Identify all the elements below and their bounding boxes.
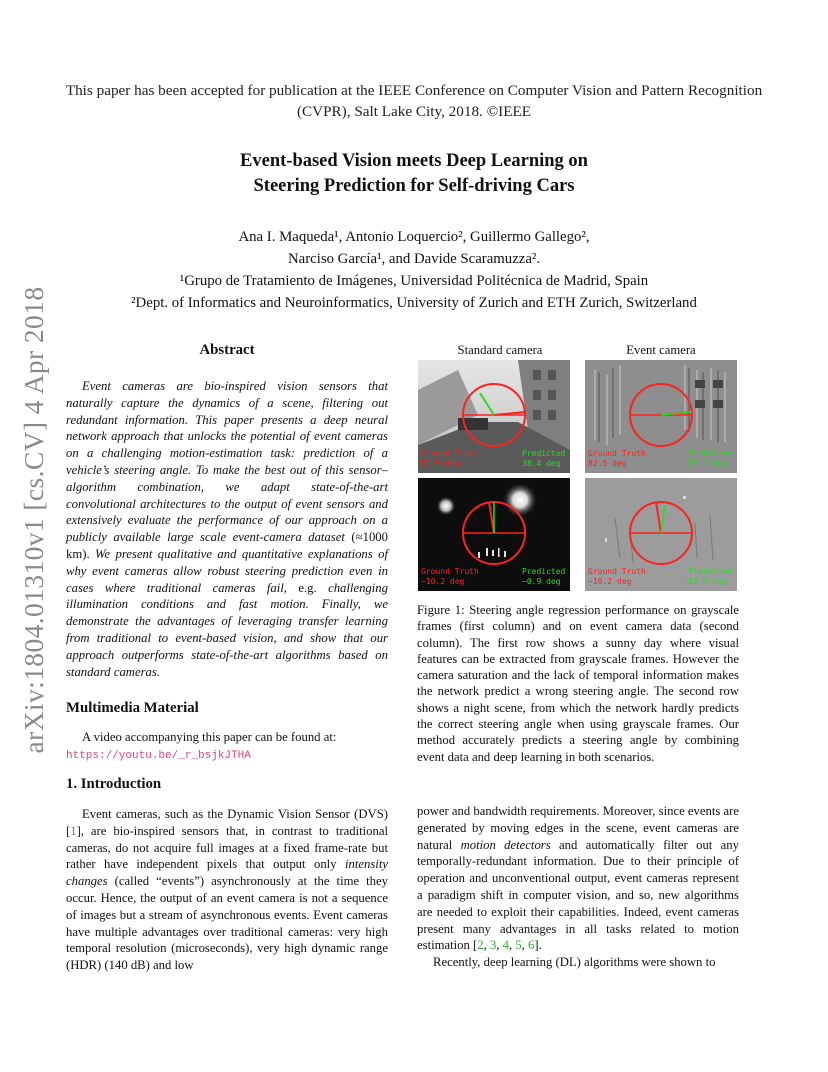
publication-notice: This paper has been accepted for publication at the IEEE Conference on Computer Vision and Pattern Recognition (CVPR), Salt Lake City, 2018. ©IEEE (65, 82, 763, 120)
figure-panel-event-night (585, 478, 737, 591)
figure-caption: Figure 1: Steering angle regression performance on grayscale frames (first column) and on event camera data (second column). The first row shows a sunny day where visual features can be extracted from grayscale frames. However the camera saturation and the lack of temporal information makes the network predict a wrong steering angle. The second row shows a night scene, from which the network hardly predicts the correct steering angle when using grayscale frames. Our method accurately predicts a steering angle by combining event data and deep learning in both scenarios. (417, 603, 739, 764)
title-line-1: Event-based Vision meets Deep Learning on (240, 151, 588, 171)
abstract-eg: e.g. (286, 580, 317, 595)
panel-3-pred-label: Predicted (522, 567, 566, 576)
panel-event-night-image (585, 478, 737, 591)
panel-standard-night-image (418, 478, 570, 591)
abstract-part-1: Event cameras are bio-inspired vision sensors that naturally capture the dynamics of a scene, filtering out redundant information. This paper presents a deep neural network approach that unlocks the potential of event cameras on a challenging motion-estimation task: prediction of a vehicle’s steering angle. To make the best out of this sensor–algorithm combination, we adapt state-of-the-art convolutional architectures to the output of event sensors and extensively evaluate the performance of our approach on a publicly available large scale event-camera dataset (66, 379, 388, 545)
panel-1-pred-value: 38.4 deg (522, 459, 561, 468)
panel-event-day-image (585, 360, 737, 473)
panel-4-gt-value: −10.2 deg (588, 577, 632, 586)
panel-1-pred-label: Predicted (522, 449, 566, 458)
figure-label-standard: Standard camera (457, 343, 543, 357)
panel-2-gt-value: 82.5 deg (588, 459, 627, 468)
multimedia-heading: Multimedia Material (66, 700, 199, 716)
figure-panel-event-day (585, 360, 737, 473)
intro-left-part-3: (called “events”) asynchronously at the time they occur. Hence, the output of an event camera is not a sequence of images but a stream of asynchronous events. Event cameras have multiple advantages over traditional cameras: very high temporal resolution (microseconds), very high dynamic range (HDR) (140 dB) and low (66, 874, 388, 973)
panel-1-gt-value: 82.5 deg (421, 459, 460, 468)
panel-standard-day-image (418, 360, 570, 473)
intro-right-part-3: ]. (534, 938, 542, 953)
title-line-2: Steering Prediction for Self-driving Cars (253, 176, 575, 196)
panel-4-gt-label: Ground Truth (588, 567, 646, 576)
panel-2-pred-value: 82.1 deg (689, 459, 728, 468)
introduction-heading: 1. Introduction (66, 776, 162, 792)
abstract-text (66, 378, 388, 680)
panel-3-pred-value: −0.9 deg (522, 577, 561, 586)
video-link[interactable]: https://youtu.be/_r_bsjkJTHA (66, 749, 251, 762)
panel-2-pred-label: Predicted (689, 449, 733, 458)
panel-4-pred-value: −12.0 deg (683, 577, 727, 586)
abstract-part-2: We present qualitative and quantitative explanations of why event cameras allow robust steering prediction even in cases where traditional cameras fail, (66, 546, 388, 595)
intro-right-emphasis: motion detectors (460, 837, 551, 852)
panel-3-gt-label: Ground Truth (421, 567, 479, 576)
citation-link-6[interactable]: 6 (528, 938, 535, 953)
intro-right-part-2: and automatically filter out any temporally-redundant information. Due to their principle of operation and unconventional output, event cameras represent a paradigm shift in computer vision, and so, new algorithms are needed to exploit their capabilities. Indeed, event cameras present many advantages in all tasks related to motion estimation [ (417, 837, 739, 953)
authors-line-1: Ana I. Maqueda¹, Antonio Loquercio², Guillermo Gallego², (238, 229, 590, 245)
multimedia-sentence: A video accompanying this paper can be found at: (82, 730, 337, 744)
figure-panel-standard-day (418, 360, 570, 473)
citation-link-3[interactable]: 3 (489, 938, 497, 953)
author-block (40, 226, 788, 314)
abstract-part-3: challenging illumination conditions and fast motion. Finally, we demonstrate the advantages of leveraging transfer learning from traditional to event-based vision, and show that our approach outperforms state-of-the-art algorithms based on standard cameras. (66, 580, 388, 679)
intro-left-part-2: ], are bio-inspired sensors that, in contrast to traditional cameras, do not acquire full images at a fixed frame-rate but rather have independent pixels that output only (66, 823, 388, 872)
intro-right-part-1: power and bandwidth requirements. Moreover, since events are generated by moving edges in the scene, event cameras are natural (417, 804, 739, 852)
intro-right-paragraph-2: Recently, deep learning (DL) algorithms were shown to (433, 955, 716, 970)
affiliation-2: ²Dept. of Informatics and Neuroinformatics, University of Zurich and ETH Zurich, Switzerland (131, 295, 697, 311)
panel-4-pred-label: Predicted (689, 567, 733, 576)
citation-link-5[interactable]: 5 (515, 938, 522, 953)
panel-3-gt-value: −10.2 deg (421, 577, 465, 586)
panel-1-gt-label: Ground Truth (421, 449, 479, 458)
citation-link-4[interactable]: 4 (502, 938, 509, 953)
figure-panel-standard-night (418, 478, 570, 591)
introduction-right-text: power and bandwidth requirements. Moreover, since events are generated by moving edges in the scene, event cameras are natural motion detectors and automatically filter out any temporally-redundant information. Due to their principle of operation and unconventional output, event cameras represent a paradigm shift in computer vision, and so, new algorithms are needed to exploit their capabilities. Indeed, event cameras present many advantages in all tasks related to motion estimation [2, 3, 4, 5, 6]. Recently, deep learning (DL) algorithms were shown to (417, 804, 739, 970)
citation-link[interactable]: 1 (70, 823, 77, 838)
authors-line-2: Narciso García¹, and Davide Scaramuzza². (287, 251, 541, 267)
panel-2-gt-label: Ground Truth (588, 449, 646, 458)
abstract-heading: Abstract (199, 342, 255, 358)
intro-emphasis: intensity changes (66, 857, 388, 889)
citation-link-2[interactable]: 2 (477, 938, 484, 953)
introduction-left-text (66, 806, 388, 974)
figure-label-event: Event camera (626, 343, 696, 357)
paper-title (100, 149, 728, 199)
abstract-km: (≈1000 km). (66, 530, 388, 561)
affiliation-1: ¹Grupo de Tratamiento de Imágenes, Universidad Politécnica de Madrid, Spain (179, 273, 649, 289)
intro-left-part-1: Event cameras, such as the Dynamic Vision Sensor (DVS) [ (66, 807, 388, 838)
arxiv-stamp-text: arXiv:1804.01310v1 [cs.CV] 4 Apr 2018 (18, 286, 49, 754)
multimedia-text (66, 729, 388, 765)
